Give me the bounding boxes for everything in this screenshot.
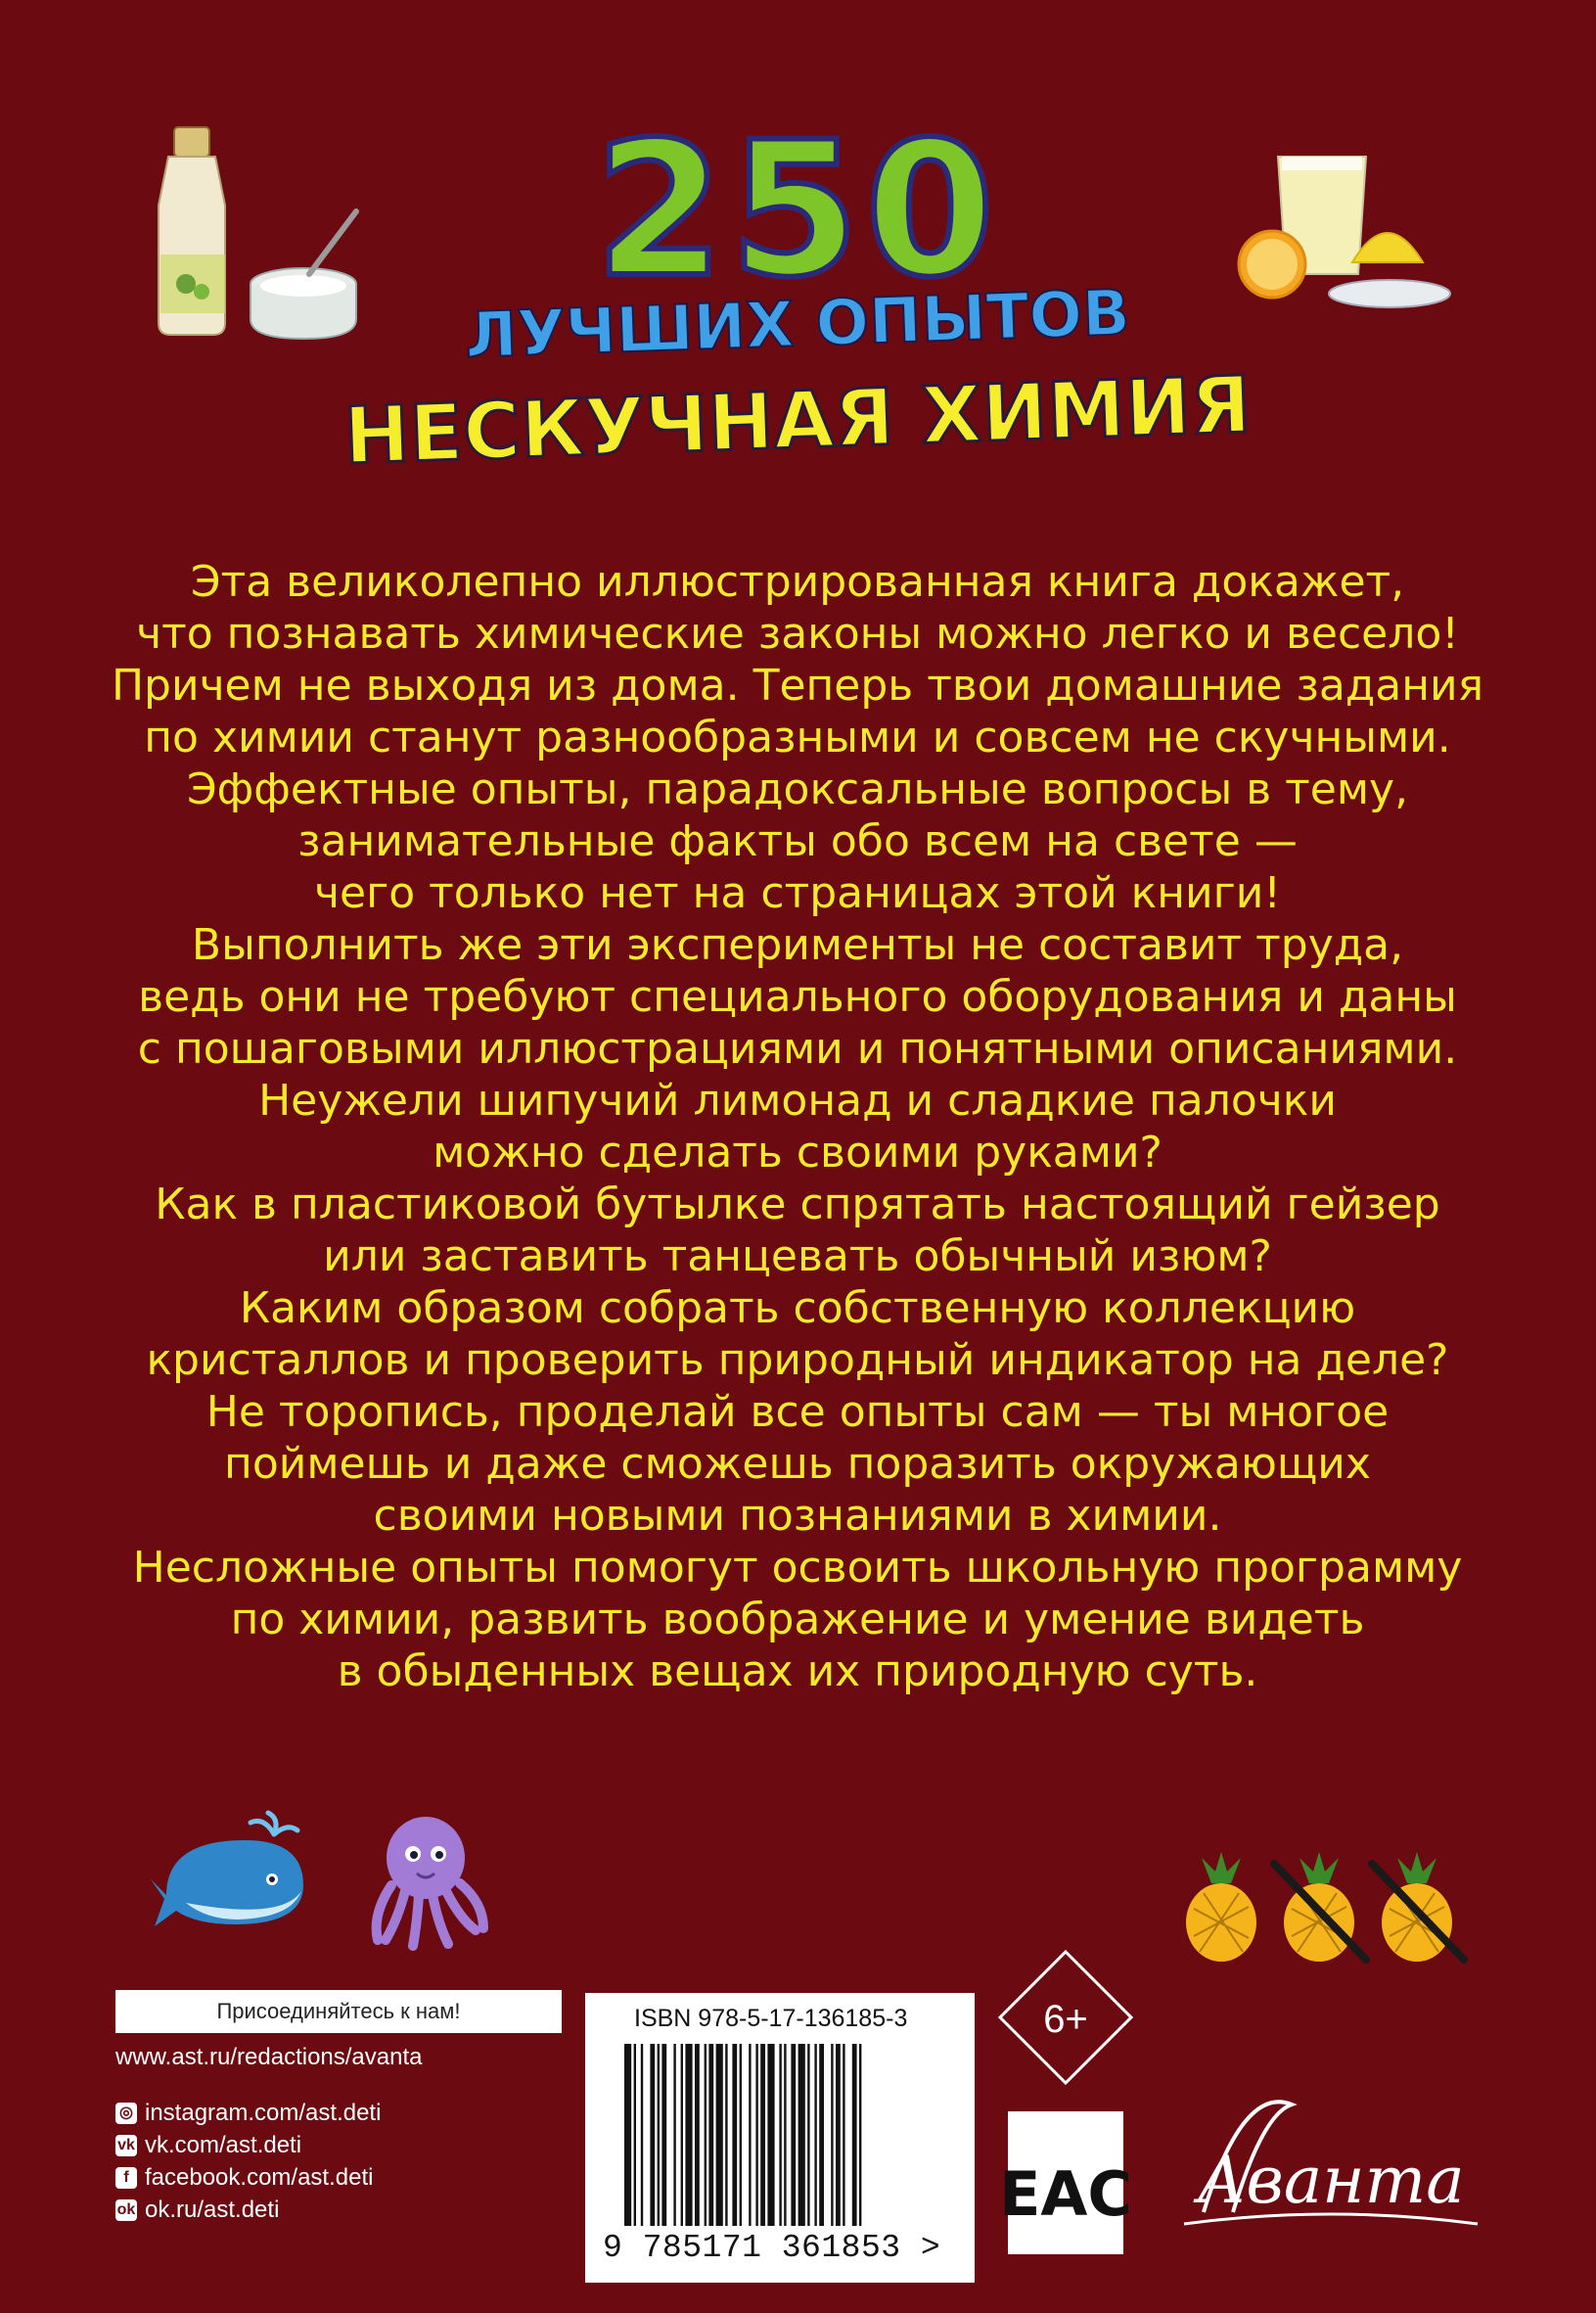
barcode-bar (641, 2044, 643, 2226)
barcode-bar (760, 2044, 765, 2226)
description-line: Каким образом собрать собственную коллекцию (239, 1283, 1356, 1333)
barcode-bar (673, 2044, 675, 2226)
eac-mark (999, 2109, 1132, 2256)
description (68, 556, 1527, 1697)
website-link[interactable]: www.ast.ru/redactions/avanta (115, 2044, 423, 2070)
pineapple-icon (1372, 1852, 1464, 1962)
description-line: ведь они не требуют специального оборудования и даны (138, 972, 1457, 1022)
barcode-bar (852, 2044, 857, 2226)
barcode-icon (624, 2044, 937, 2230)
description-line: или заставить танцевать обычный изюм? (323, 1231, 1272, 1281)
odnoklassniki-icon: ok (115, 2199, 137, 2221)
barcode-panel (585, 1993, 975, 2283)
pineapple-icon (1274, 1852, 1366, 1962)
age-rating-badge (996, 1948, 1135, 2087)
barcode-bar (807, 2044, 809, 2226)
barcode-bar (695, 2044, 700, 2226)
barcode-bar (650, 2044, 655, 2226)
whale-illustration (147, 1801, 323, 1938)
publisher-name: Аванта (1197, 2143, 1465, 2218)
social-link-vk[interactable] (115, 2132, 301, 2159)
description-line: с пошаговыми иллюстрациями и понятными описаниями. (137, 1024, 1458, 1074)
barcode-bar (859, 2044, 861, 2226)
description-line: по химии, развить воображение и умение видеть (230, 1595, 1365, 1644)
instagram-icon: ◎ (115, 2103, 137, 2124)
barcode-bar (681, 2044, 683, 2226)
barcode-bar (624, 2044, 631, 2226)
description-line: по химии станут разнообразными и совсем не скучными. (144, 713, 1451, 763)
cover-number: 250 (594, 102, 1001, 318)
description-line: Не торопись, проделай все опыты сам — ты многое (205, 1387, 1390, 1437)
barcode-bar (836, 2044, 841, 2226)
barcode-bar (784, 2044, 786, 2226)
description-line: Эффектные опыты, парадоксальные вопросы в тему, (186, 764, 1409, 814)
pineapple-icon (1186, 1852, 1256, 1962)
social-link-facebook[interactable] (115, 2164, 373, 2192)
description-line: Выполнить же эти эксперименты не составит труда, (191, 920, 1404, 970)
age-rating-text: 6+ (1043, 1998, 1088, 2041)
barcode-bar (725, 2044, 727, 2226)
description-line: своими новыми познаниями в химии. (373, 1491, 1222, 1541)
octopus-illustration (362, 1809, 489, 1956)
cover-subtitle: ЛУЧШИХ ОПЫТОВ (464, 277, 1131, 373)
barcode-bar (716, 2044, 723, 2226)
description-line: Неужели шипучий лимонад и сладкие палочки (258, 1076, 1337, 1126)
facebook-icon: f (115, 2167, 137, 2189)
barcode-bar (831, 2044, 833, 2226)
barcode-digits: 9 785171 361853 > (603, 2230, 941, 2266)
publisher-logo (1164, 2095, 1487, 2242)
cover-title: НЕСКУЧНАЯ ХИМИЯ (342, 358, 1253, 483)
barcode-bar (708, 2044, 713, 2226)
social-link-instagram[interactable] (115, 2100, 381, 2127)
barcode-bar (755, 2044, 757, 2226)
vk-icon: vk (115, 2135, 137, 2156)
barcode-bar (791, 2044, 796, 2226)
barcode-bar (740, 2044, 742, 2226)
barcode-bar (767, 2044, 774, 2226)
isbn-label: ISBN 978-5-17-136185-3 (634, 2005, 908, 2032)
barcode-bar (814, 2044, 816, 2226)
barcode-bar (779, 2044, 781, 2226)
social-link-text: instagram.com/ast.deti (145, 2100, 382, 2126)
description-line: чего только нет на страницах этой книги! (314, 868, 1281, 918)
barcode-bar (705, 2044, 707, 2226)
barcode-bar (661, 2044, 666, 2226)
social-link-text: ok.ru/ast.deti (145, 2197, 280, 2223)
join-us-banner: Присоединяйтесь к нам! (115, 1990, 562, 2033)
pineapple-rating-illustration (1174, 1850, 1468, 1967)
barcode-bar (749, 2044, 751, 2226)
description-line: Причем не выходя из дома. Теперь твои домашние задания (111, 661, 1484, 711)
description-line: поймешь и даже сможешь поразить окружающих (224, 1439, 1371, 1489)
eac-mark-text: EAC (999, 2158, 1132, 2230)
description-line: Эта великолепно иллюстрированная книга докажет, (190, 557, 1405, 607)
social-link-text: vk.com/ast.deti (145, 2132, 302, 2158)
description-line: Как в пластиковой бутылке спрятать настоящий гейзер (155, 1180, 1440, 1229)
description-line: занимательные факты обо всем на свете — (297, 816, 1298, 866)
description-line: кристаллов и проверить природный индикатор на деле? (146, 1335, 1449, 1385)
barcode-bar (798, 2044, 805, 2226)
barcode-bar (843, 2044, 844, 2226)
barcode-bar (732, 2044, 737, 2226)
barcode-bar (634, 2044, 636, 2226)
description-line: Несложные опыты помогут освоить школьную программу (132, 1543, 1463, 1593)
barcode-bar (658, 2044, 660, 2226)
description-line: что познавать химические законы можно легко и весело! (136, 609, 1459, 659)
description-line: можно сделать своими руками? (433, 1128, 1163, 1178)
barcode-bar (819, 2044, 824, 2226)
description-line: в обыденных вещах их природную суть. (337, 1646, 1258, 1696)
barcode-bar (685, 2044, 692, 2226)
social-link-ok[interactable] (115, 2197, 279, 2224)
social-link-text: facebook.com/ast.deti (145, 2164, 374, 2191)
